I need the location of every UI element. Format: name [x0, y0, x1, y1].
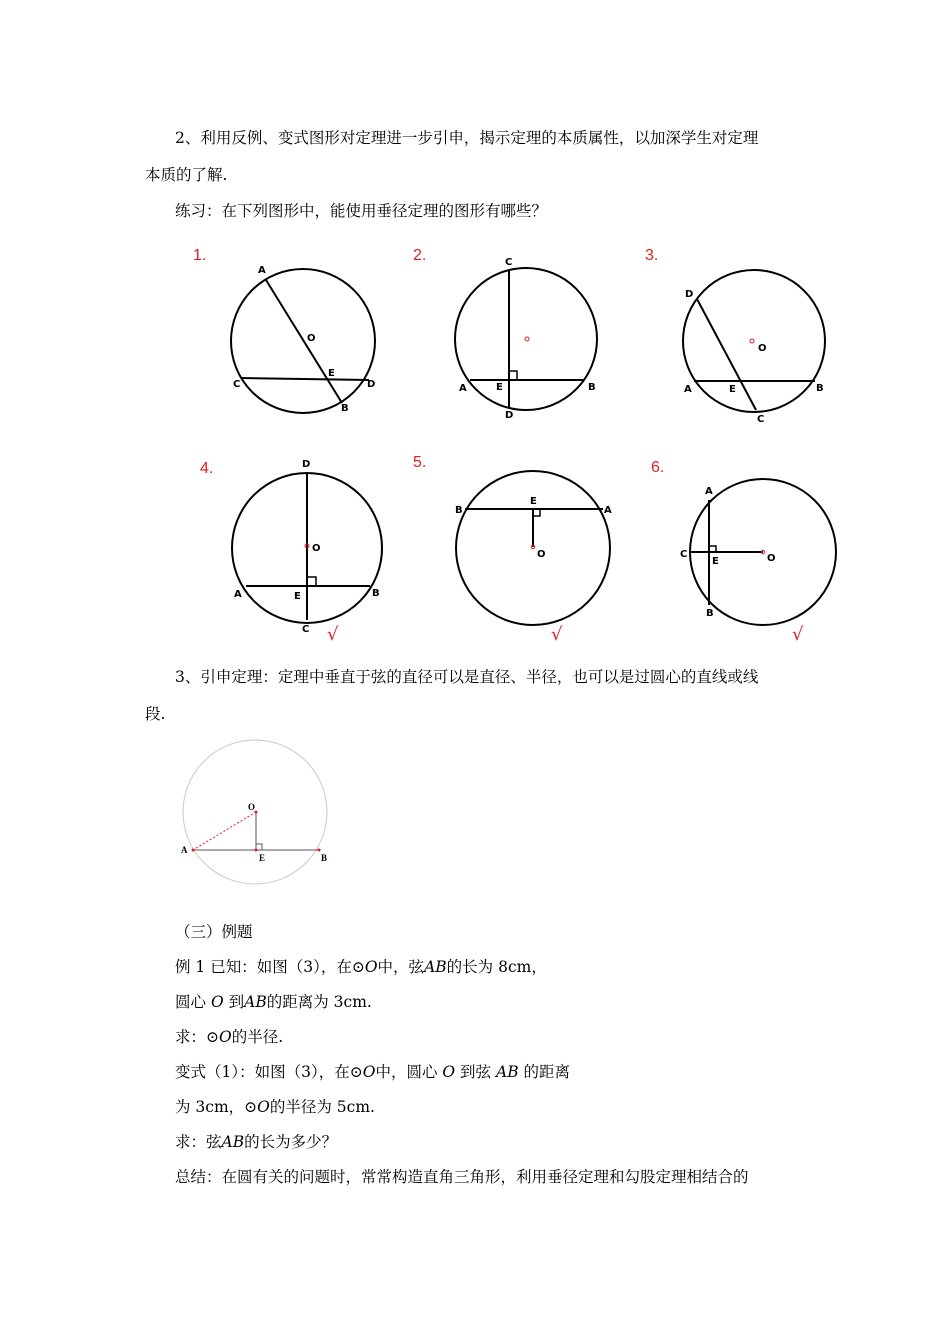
figure-number: 4. — [200, 460, 214, 477]
svg-text:O: O — [537, 549, 546, 560]
section-heading: （三）例题 — [175, 923, 253, 941]
figure-1 — [193, 247, 375, 414]
svg-text:E: E — [328, 368, 335, 379]
paragraph-3-line-1: 3、引申定理：定理中垂直于弦的直径可以是直径、半径，也可以是过圆心的直线或线 — [175, 668, 759, 686]
svg-text:C: C — [302, 624, 310, 635]
svg-text:O: O — [248, 802, 256, 812]
extension-figure — [170, 735, 350, 895]
svg-text:E: E — [729, 384, 736, 395]
svg-text:E: E — [496, 382, 503, 393]
svg-text:D: D — [367, 379, 376, 390]
svg-text:C: C — [757, 414, 765, 425]
svg-text:E: E — [259, 853, 266, 863]
svg-text:C: C — [680, 549, 688, 560]
figure-3 — [645, 247, 825, 425]
svg-text:B: B — [341, 403, 349, 414]
svg-text:O: O — [312, 543, 321, 554]
svg-text:B: B — [706, 608, 714, 619]
svg-text:O: O — [758, 343, 767, 354]
paragraph-3-line-2: 段. — [145, 705, 166, 723]
check-mark: √ — [792, 624, 804, 645]
exercise-prompt: 练习：在下列图形中，能使用垂径定理的图形有哪些？ — [175, 202, 548, 220]
svg-text:D: D — [685, 289, 694, 300]
paragraph-2-line-2: 本质的了解. — [145, 166, 228, 184]
svg-text:O: O — [767, 553, 776, 564]
svg-text:A: A — [234, 589, 242, 600]
figure-2 — [413, 247, 597, 421]
svg-text:E: E — [712, 556, 719, 567]
variant-1-question: 求：弦AB的长为多少？ — [175, 1133, 338, 1151]
svg-text:O: O — [307, 333, 316, 344]
example-1-question: 求：⊙O的半径. — [175, 1028, 284, 1046]
svg-text:D: D — [505, 410, 514, 421]
svg-text:C: C — [505, 257, 513, 268]
figure-6 — [651, 459, 836, 645]
paragraph-2-line-1: 2、利用反例、变式图形对定理进一步引申，揭示定理的本质属性，以加深学生对定理 — [175, 129, 759, 147]
example-1-line-2: 圆心 O 到AB的距离为 3cm. — [175, 993, 372, 1011]
summary-line: 总结：在圆有关的问题时，常常构造直角三角形，利用垂径定理和勾股定理相结合的 — [175, 1168, 749, 1186]
svg-text:A: A — [604, 505, 612, 516]
figure-number: 2. — [413, 247, 427, 264]
figure-number: 6. — [651, 459, 665, 476]
check-mark: √ — [327, 624, 339, 645]
figure-5 — [413, 454, 612, 645]
svg-text:C: C — [233, 379, 241, 390]
svg-text:B: B — [321, 853, 328, 863]
variant-1-line-2: 为 3cm，⊙O的半径为 5cm. — [175, 1098, 375, 1116]
svg-text:A: A — [705, 486, 713, 497]
svg-text:A: A — [684, 384, 692, 395]
svg-text:A: A — [459, 383, 467, 394]
svg-text:A: A — [181, 845, 188, 855]
figure-number: 5. — [413, 454, 427, 471]
variant-1-line-1: 变式（1）：如图（3），在⊙O中，圆心 O 到弦 AB 的距离 — [175, 1063, 571, 1081]
example-1-line-1: 例 1 已知：如图（3），在⊙O中，弦AB的长为 8cm， — [175, 958, 547, 976]
svg-text:E: E — [294, 591, 301, 602]
check-mark: √ — [551, 624, 563, 645]
svg-text:D: D — [302, 459, 311, 470]
figure-4 — [200, 459, 382, 645]
exercise-figures — [0, 235, 950, 655]
svg-text:B: B — [816, 383, 824, 394]
svg-text:E: E — [530, 496, 537, 507]
svg-text:B: B — [588, 382, 596, 393]
figure-number: 1. — [193, 247, 207, 264]
svg-text:B: B — [455, 505, 463, 516]
svg-text:A: A — [258, 265, 266, 276]
figure-number: 3. — [645, 247, 659, 264]
svg-text:B: B — [372, 588, 380, 599]
